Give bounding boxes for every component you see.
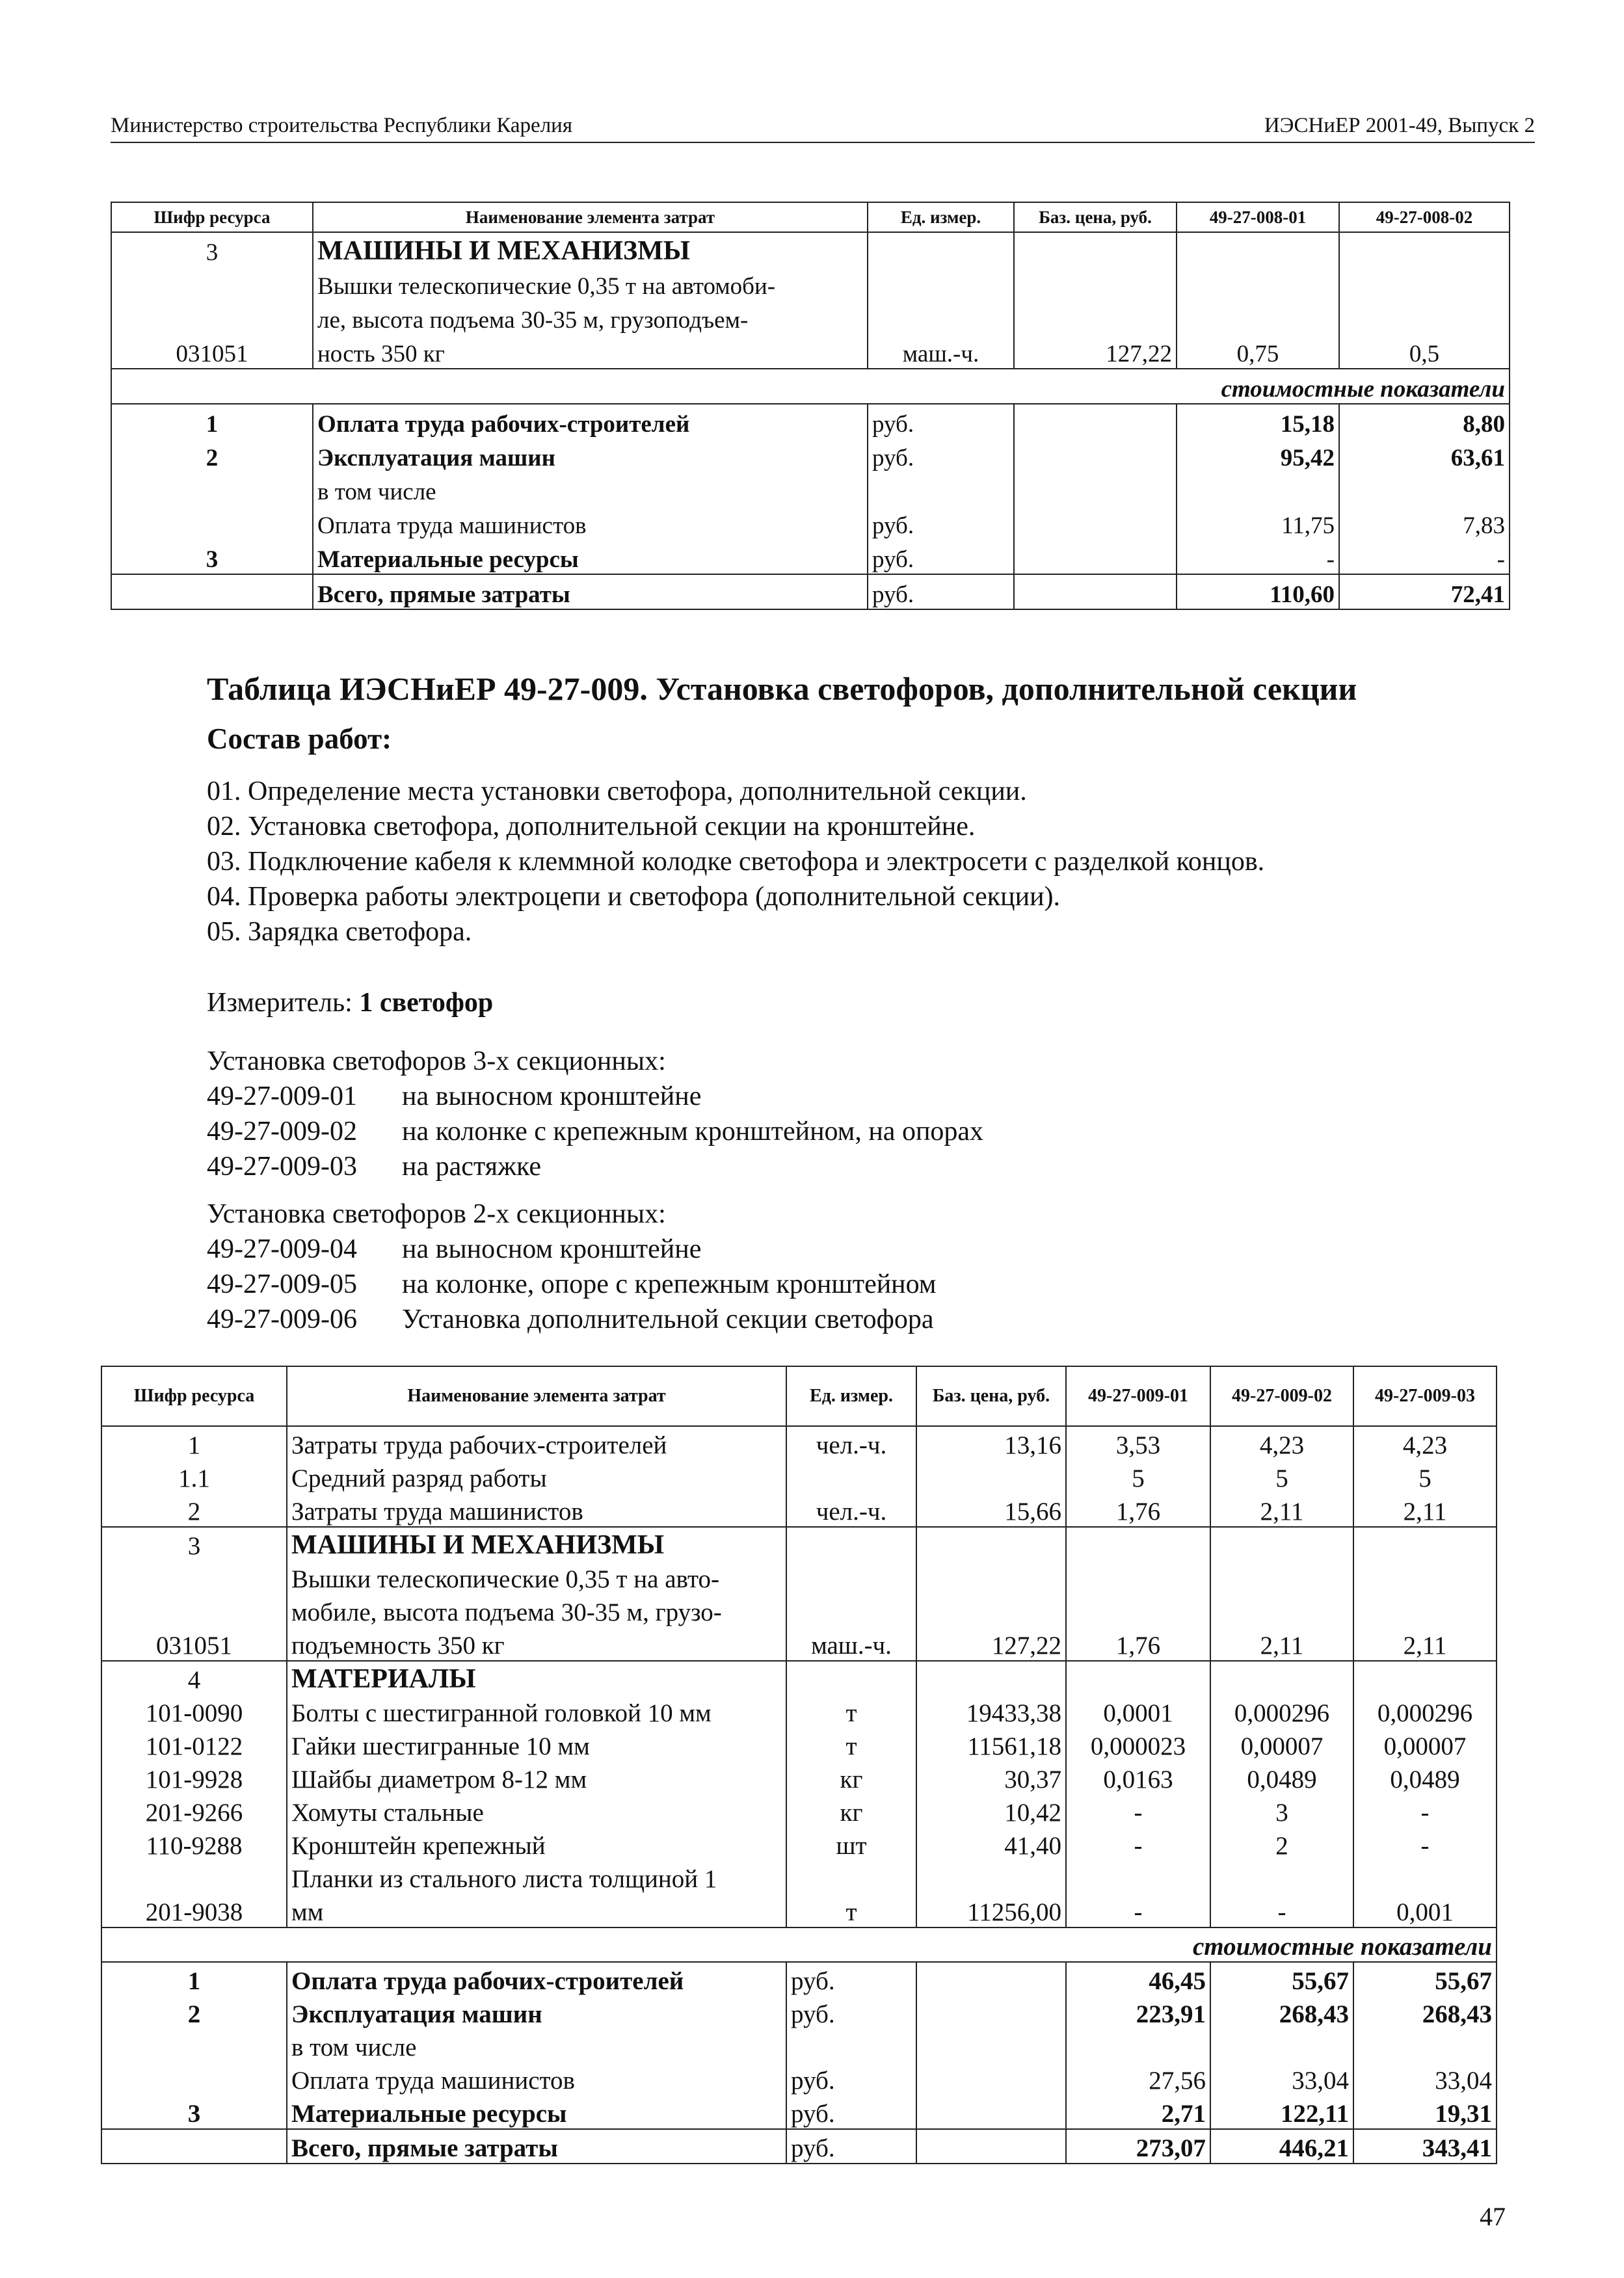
cost-value: 33,04 [1210,2062,1353,2095]
cost-value: 122,11 [1210,2095,1353,2129]
unit: руб. [868,506,1014,540]
resource-code: 201-9266 [101,1794,287,1827]
unit: руб. [786,2129,916,2164]
cost-name: Эксплуатация машин [313,438,868,472]
list-item [207,1267,936,1302]
norm-value: 0,5 [1339,334,1510,369]
resource-name: Кронштейн крепежный [287,1827,786,1861]
norm-value: 0,0001 [1066,1695,1210,1728]
unit: руб. [868,438,1014,472]
base-price: 19433,38 [916,1695,1066,1728]
unit: руб. [786,2095,916,2129]
cost-indicators-caption: стоимостные показатели [101,1927,1497,1962]
resource-code: 201-9038 [101,1894,287,1927]
table-row [101,1627,1497,1661]
section-title: МАШИНЫ И МЕХАНИЗМЫ [287,1527,786,1561]
cost-name: Оплата труда машинистов [313,506,868,540]
variant-code: 49-27-009-02 [207,1117,357,1146]
resource-name: Шайбы диаметром 8-12 мм [287,1761,786,1794]
resource-name: мобиле, высота подъема 30-35 м, грузо- [287,1594,786,1627]
table-row [101,2062,1497,2095]
norm-value: 2 [1210,1827,1353,1861]
table-row [101,2029,1497,2062]
resource-code: 1.1 [101,1460,287,1493]
resource-code: 101-9928 [101,1761,287,1794]
cost-value: - [1339,540,1510,574]
column-header: 49-27-009-02 [1210,1366,1353,1426]
base-price: 13,16 [916,1426,1066,1460]
column-header: Ед. измер. [868,202,1014,232]
norm-value: 5 [1066,1460,1210,1493]
norm-value: 5 [1210,1460,1353,1493]
total-value: 110,60 [1177,574,1339,609]
total-value: 343,41 [1353,2129,1497,2164]
variant-code: 49-27-009-04 [207,1234,357,1264]
table-row [111,404,1510,438]
cost-number [101,2062,287,2095]
cost-number: 1 [111,404,313,438]
cost-number: 3 [101,2095,287,2129]
table-row [101,1426,1497,1460]
variant-text: на выносном кронштейне [402,1081,702,1111]
cost-value: 15,18 [1177,404,1339,438]
norm-value: 0,001 [1353,1894,1497,1927]
column-header: 49-27-009-01 [1066,1366,1210,1426]
norm-value: 0,00007 [1210,1728,1353,1761]
resource-name: Хомуты стальные [287,1794,786,1827]
variant-text: на выносном кронштейне [402,1234,702,1264]
resource-table-49-27-009 [101,1366,1497,2164]
list-item: 02. Установка светофора, дополнительной секции на кронштейне. [207,812,976,841]
unit: руб. [786,2062,916,2095]
table-row [101,1894,1497,1927]
total-name: Всего, прямые затраты [287,2129,786,2164]
table-row [101,1827,1497,1861]
resource-name: Средний разряд работы [287,1460,786,1493]
cost-value: 19,31 [1353,2095,1497,2129]
table-row [111,232,1510,267]
table-row [101,1594,1497,1627]
column-header: Ед. измер. [786,1366,916,1426]
meter-label: Измеритель: [207,988,360,1018]
norm-value: 0,0489 [1353,1761,1497,1794]
variant-code: 49-27-009-01 [207,1081,357,1111]
norm-value: 1,76 [1066,1493,1210,1527]
cost-number [111,506,313,540]
table-header-row [111,202,1510,232]
cost-value: 268,43 [1210,1996,1353,2029]
works-heading: Состав работ: [207,722,392,755]
works-list [207,774,1264,949]
cost-value: 268,43 [1353,1996,1497,2029]
table-row [101,1794,1497,1827]
page-number: 47 [1480,2202,1506,2231]
norm-value: - [1353,1827,1497,1861]
resource-code: 1 [101,1426,287,1460]
base-price: 41,40 [916,1827,1066,1861]
table-row [101,1460,1497,1493]
column-header: 49-27-009-03 [1353,1366,1497,1426]
norm-value: - [1353,1794,1497,1827]
cost-value: 33,04 [1353,2062,1497,2095]
cost-value: 27,56 [1066,2062,1210,2095]
table-row [111,334,1510,369]
header-organization: Министерство строительства Республики Карелия [111,114,573,137]
table-row [101,1561,1497,1594]
table-row [101,1661,1497,1695]
list-item [207,1079,983,1114]
table-total-row [111,574,1510,609]
resource-name: Затраты труда рабочих-строителей [287,1426,786,1460]
list-item: 03. Подключение кабеля к клеммной колодке светофора и электросети с разделкой концов. [207,847,1265,877]
norm-value: 0,000296 [1210,1695,1353,1728]
variant-text: на колонке с крепежным кронштейном, на опорах [402,1117,984,1146]
cost-name: Оплата труда рабочих-строителей [313,404,868,438]
resource-name: ность 350 кг [313,334,868,369]
cost-name: Оплата труда машинистов [287,2062,786,2095]
table-row [101,1996,1497,2029]
unit: кг [786,1761,916,1794]
table-row [101,1728,1497,1761]
total-value: 273,07 [1066,2129,1210,2164]
base-price: 11256,00 [916,1894,1066,1927]
variant-code: 49-27-009-03 [207,1152,357,1182]
norm-value: - [1210,1894,1353,1927]
list-item: 04. Проверка работы электроцепи и светофора (дополнительной секции). [207,882,1061,912]
base-price: 30,37 [916,1761,1066,1794]
section-number: 4 [101,1661,287,1695]
column-header: Баз. цена, руб. [916,1366,1066,1426]
table-row [101,1527,1497,1561]
unit: кг [786,1794,916,1827]
column-header: Баз. цена, руб. [1014,202,1177,232]
table-row [111,506,1510,540]
norm-value: 2,11 [1353,1627,1497,1661]
table-row [101,1962,1497,1996]
table-row [101,1861,1497,1894]
column-header: 49-27-008-01 [1177,202,1339,232]
cost-number: 1 [101,1962,287,1996]
table-row [111,369,1510,404]
header-document-code: ИЭСНиЕР 2001-49, Выпуск 2 [1264,114,1535,137]
meter-value: 1 светофор [359,988,494,1018]
resource-code: 101-0090 [101,1695,287,1728]
resource-name: Вышки телескопические 0,35 т на автомоби- [313,267,868,300]
resource-name: Гайки шестигранные 10 мм [287,1728,786,1761]
resource-name: Болты с шестигранной головкой 10 мм [287,1695,786,1728]
resource-name: Вышки телескопические 0,35 т на авто- [287,1561,786,1594]
unit: руб. [786,1996,916,2029]
column-header: 49-27-008-02 [1339,202,1510,232]
variant-text: на растяжке [402,1152,542,1182]
page-header [111,112,1535,143]
cost-number: 2 [111,438,313,472]
cost-value: 11,75 [1177,506,1339,540]
unit: чел.-ч. [786,1493,916,1527]
variant-code: 49-27-009-05 [207,1269,357,1299]
resource-code: 031051 [101,1627,287,1661]
list-item: 01. Определение места установки светофора, дополнительной секции. [207,776,1027,806]
cost-name: в том числе [287,2029,786,2062]
unit [786,1460,916,1493]
table-title: Таблица ИЭСНиЕР 49-27-009. Установка светофоров, дополнительной секции [207,670,1357,707]
norm-value: 0,000296 [1353,1695,1497,1728]
section-number: 3 [111,232,313,267]
unit: т [786,1894,916,1927]
cost-value: 223,91 [1066,1996,1210,2029]
norm-value: 4,23 [1210,1426,1353,1460]
cost-name: Материальные ресурсы [287,2095,786,2129]
norm-value: 3,53 [1066,1426,1210,1460]
total-value: 446,21 [1210,2129,1353,2164]
list-item: 05. Зарядка светофора. [207,917,472,947]
cost-name: Материальные ресурсы [313,540,868,574]
table-row [101,1761,1497,1794]
norm-value: 0,00007 [1353,1728,1497,1761]
unit: маш.-ч. [868,334,1014,369]
cost-name: Эксплуатация машин [287,1996,786,2029]
cost-value: 95,42 [1177,438,1339,472]
cost-value: 55,67 [1210,1962,1353,1996]
resource-name: Затраты труда машинистов [287,1493,786,1527]
table-header-row [101,1366,1497,1426]
unit: маш.-ч. [786,1627,916,1661]
norm-value: 2,11 [1353,1493,1497,1527]
total-name: Всего, прямые затраты [313,574,868,609]
list-item [207,1149,983,1184]
cost-number: 3 [111,540,313,574]
norm-value: 0,0163 [1066,1761,1210,1794]
norm-value: 2,11 [1210,1493,1353,1527]
resource-name: мм [287,1894,786,1927]
column-header: Наименование элемента затрат [313,202,868,232]
resource-code: 2 [101,1493,287,1527]
cost-value: 7,83 [1339,506,1510,540]
unit: руб. [868,574,1014,609]
cost-value: 8,80 [1339,404,1510,438]
variant-group-2-section [207,1197,936,1337]
norm-value: 0,75 [1177,334,1339,369]
cost-value: 2,71 [1066,2095,1210,2129]
table-row [111,472,1510,506]
norm-value: 4,23 [1353,1426,1497,1460]
variant-code: 49-27-009-06 [207,1305,357,1334]
resource-code: 110-9288 [101,1827,287,1861]
norm-value: - [1066,1794,1210,1827]
resource-code: 101-0122 [101,1728,287,1761]
meter [207,985,493,1020]
table-row [111,540,1510,574]
resource-code: 031051 [111,334,313,369]
section-number: 3 [101,1527,287,1561]
base-price: 10,42 [916,1794,1066,1827]
unit: руб. [868,404,1014,438]
cost-name: в том числе [313,472,868,506]
base-price: 15,66 [916,1493,1066,1527]
norm-value: 1,76 [1066,1627,1210,1661]
cost-number [101,2029,287,2062]
list-item [207,1232,936,1267]
cost-value: - [1177,540,1339,574]
base-price: 127,22 [1014,334,1177,369]
unit: чел.-ч. [786,1426,916,1460]
column-header: Шифр ресурса [101,1366,287,1426]
table-row [101,1927,1497,1962]
norm-value: 5 [1353,1460,1497,1493]
cost-value: 63,61 [1339,438,1510,472]
resource-name: подъемность 350 кг [287,1627,786,1661]
unit: т [786,1728,916,1761]
section-title: МАШИНЫ И МЕХАНИЗМЫ [313,232,868,267]
cost-value: 55,67 [1353,1962,1497,1996]
resource-table-49-27-008 [111,202,1510,610]
unit: т [786,1695,916,1728]
table-row [101,1695,1497,1728]
norm-value: 2,11 [1210,1627,1353,1661]
section-title: МАТЕРИАЛЫ [287,1661,786,1695]
column-header: Шифр ресурса [111,202,313,232]
list-item [207,1302,936,1337]
total-value: 72,41 [1339,574,1510,609]
unit: руб. [786,1962,916,1996]
cost-number [111,472,313,506]
variant-text: на колонке, опоре с крепежным кронштейном [402,1269,937,1299]
norm-value: 0,0489 [1210,1761,1353,1794]
base-price: 127,22 [916,1627,1066,1661]
group-heading: Установка светофоров 3-х секционных: [207,1046,666,1076]
norm-value: 3 [1210,1794,1353,1827]
column-header: Наименование элемента затрат [287,1366,786,1426]
cost-number: 2 [101,1996,287,2029]
group-heading: Установка светофоров 2-х секционных: [207,1199,666,1229]
cost-value: 46,45 [1066,1962,1210,1996]
norm-value: - [1066,1894,1210,1927]
table-row [111,438,1510,472]
variant-group-3-section [207,1044,983,1184]
table-row [111,267,1510,300]
variant-text: Установка дополнительной секции светофора [402,1305,934,1334]
table-row [111,300,1510,334]
table-row [101,2095,1497,2129]
base-price: 11561,18 [916,1728,1066,1761]
norm-value: 0,000023 [1066,1728,1210,1761]
list-item [207,1114,983,1149]
unit: руб. [868,540,1014,574]
cost-name: Оплата труда рабочих-строителей [287,1962,786,1996]
cost-indicators-caption: стоимостные показатели [111,369,1510,404]
unit: шт [786,1827,916,1861]
resource-name: ле, высота подъема 30-35 м, грузоподъем- [313,300,868,334]
table-total-row [101,2129,1497,2164]
table-row [101,1493,1497,1527]
base-price [916,1460,1066,1493]
norm-value: - [1066,1827,1210,1861]
resource-name: Планки из стального листа толщиной 1 [287,1861,786,1894]
